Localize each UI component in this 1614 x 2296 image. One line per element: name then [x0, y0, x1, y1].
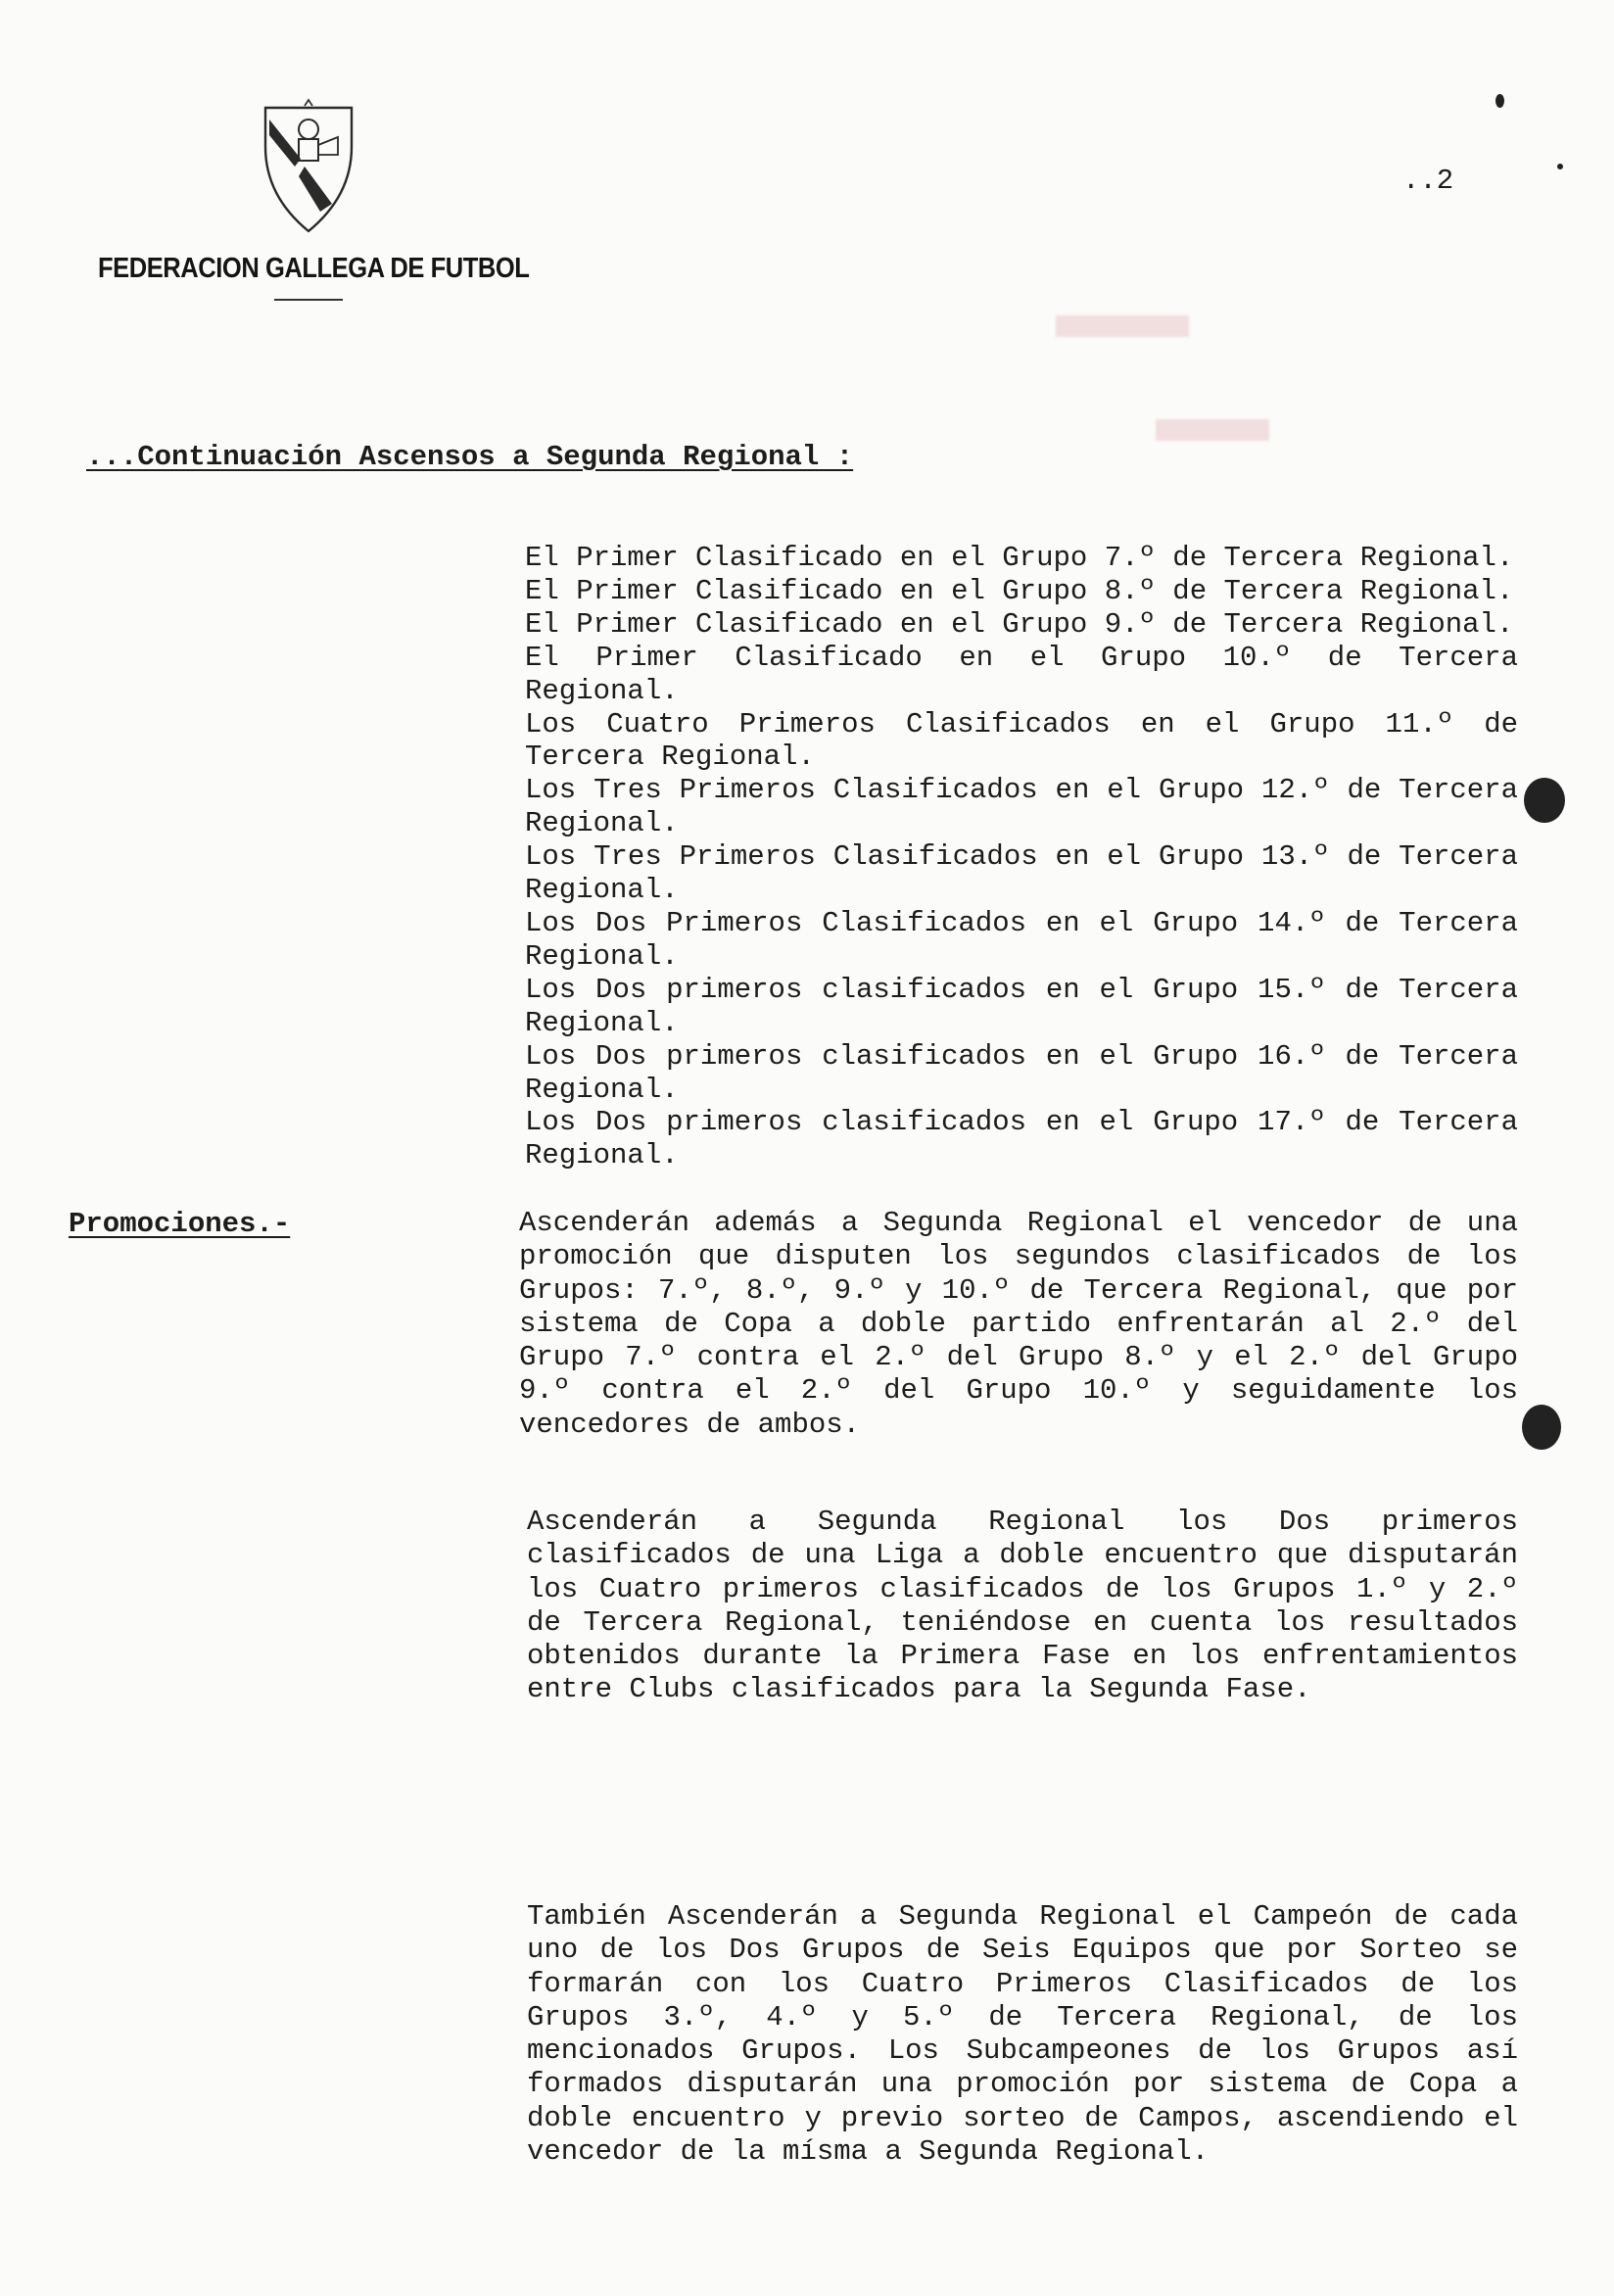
- promociones-paragraph: Ascenderán además a Segunda Regional el vencedor de una promoción que disputen los segundos clasificados de los Grupos: 7.º, 8.º, 9.º y 10.º de Tercera Regional, que por sistema de Copa a doble partido enfrentarán al 2.º del Grupo 7.º contra el 2.º del Grupo 8.º y el 2.º del Grupo 9.º contra el 2.º del Grupo 10.º y seguidamente los vencedores de ambos.: [519, 1207, 1518, 1441]
- list-item: Los Dos Primeros Clasificados en el Grupo 14.º de Tercera Regional.: [525, 906, 1518, 973]
- list-item: El Primer Clasificado en el Grupo 8.º de Tercera Regional.: [525, 574, 1514, 607]
- scan-mark: [1557, 164, 1563, 169]
- federation-name-rule: [274, 299, 343, 301]
- promociones-paragraph: Ascenderán a Segunda Regional los Dos primeros clasificados de una Liga a doble encuentro que disputarán los Cuatro primeros clasificados de los Grupos 1.º y 2.º de Tercera Regional, teniéndose en cuenta los resultados obtenidos durante la Primera Fase en los enfrentamientos entre Clubs clasificados para la Segunda Fase.: [527, 1506, 1518, 1706]
- promotion-list: [525, 542, 1518, 1172]
- punch-mark: [1522, 1405, 1561, 1450]
- list-item: El Primer Clasificado en el Grupo 10.º de Tercera Regional.: [525, 641, 1518, 707]
- list-item: Los Dos primeros clasificados en el Grupo 17.º de Tercera Regional.: [525, 1106, 1518, 1172]
- list-item: Los Tres Primeros Clasificados en el Grupo 13.º de Tercera Regional.: [525, 840, 1518, 907]
- bleed-through-smudge: [1156, 419, 1269, 441]
- list-item: Los Dos primeros clasificados en el Grupo 16.º de Tercera Regional.: [525, 1039, 1518, 1106]
- bleed-through-smudge: [1056, 315, 1189, 337]
- promociones-label: Promociones.-: [69, 1208, 291, 1240]
- federation-name: FEDERACION GALLEGA DE FUTBOL: [98, 253, 530, 284]
- punch-mark: [1524, 778, 1565, 823]
- federation-crest-logo: [260, 98, 357, 235]
- page-number: ..2: [1402, 165, 1454, 197]
- list-item: Los Cuatro Primeros Clasificados en el Grupo 11.º de Tercera Regional.: [525, 707, 1518, 774]
- list-item: Los Dos primeros clasificados en el Grupo 15.º de Tercera Regional.: [525, 973, 1518, 1039]
- section-title: ...Continuación Ascensos a Segunda Regional :: [86, 441, 854, 473]
- scan-mark: [1495, 94, 1504, 108]
- list-item: Los Tres Primeros Clasificados en el Grupo 12.º de Tercera Regional.: [525, 774, 1518, 840]
- list-item: El Primer Clasificado en el Grupo 7.º de Tercera Regional.: [525, 542, 1514, 574]
- list-item: El Primer Clasificado en el Grupo 9.º de Tercera Regional.: [525, 607, 1514, 641]
- promociones-paragraph: También Ascenderán a Segunda Regional el Campeón de cada uno de los Dos Grupos de Seis Equipos que por Sorteo se formarán con los Cuatro Primeros Clasificados de los Grupos 3.º, 4.º y 5.º de Tercera Regional, de los mencionados Grupos. Los Subcampeones de los Grupos así formados disputarán una promoción por sistema de Copa a doble encuentro y previo sorteo de Campos, ascendiendo el vencedor de la mísma a Segunda Regional.: [527, 1900, 1518, 2169]
